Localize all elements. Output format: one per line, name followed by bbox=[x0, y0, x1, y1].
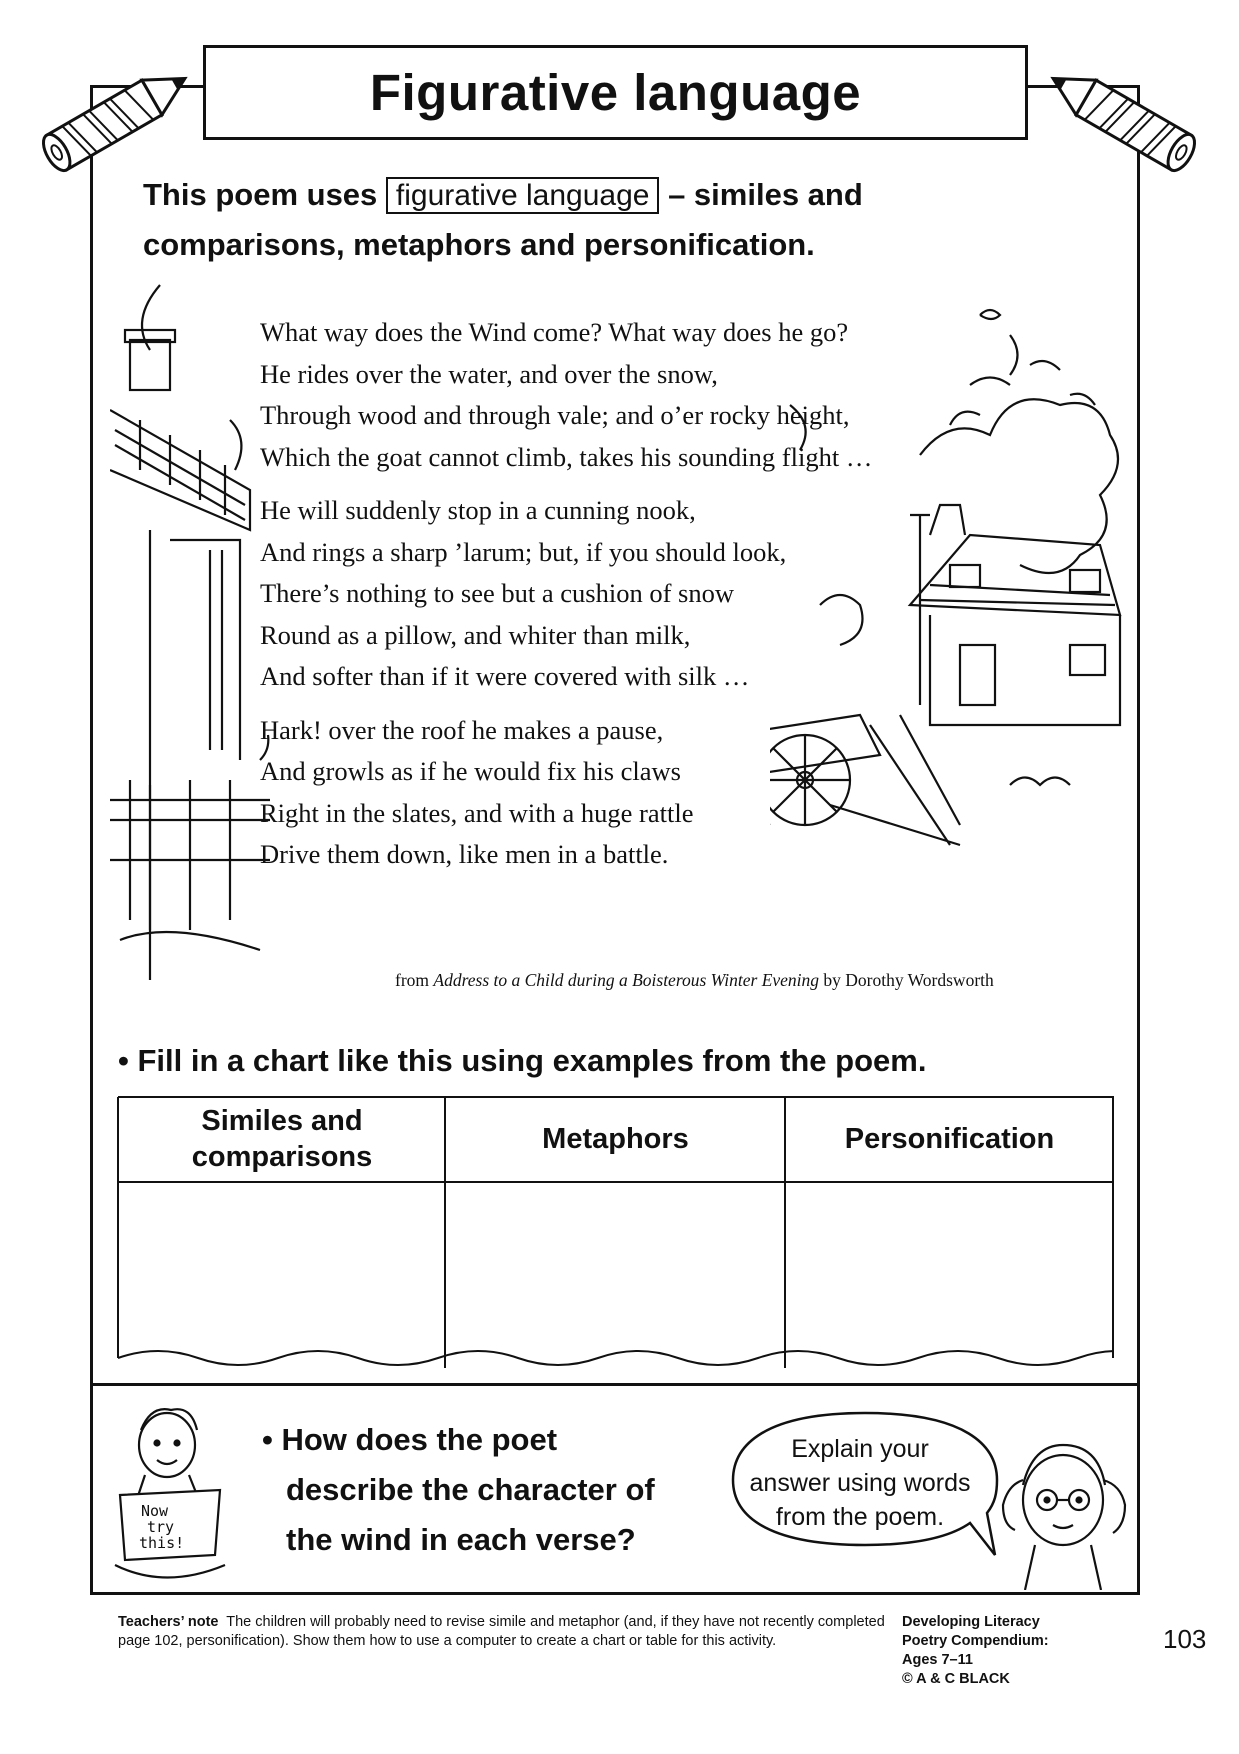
book-info-line: Ages 7–11 bbox=[902, 1652, 973, 1668]
teachers-note-text: The children will probably need to revise simile and metaphor (and, if they have not recently completed page 102, personification). Show them how to use a computer to create a chart or table for this activity. bbox=[118, 1614, 885, 1649]
title-box bbox=[203, 45, 1028, 140]
teachers-note-label: Teachers’ note bbox=[118, 1614, 219, 1630]
header-line: comparisons bbox=[191, 1141, 373, 1173]
poem-line: Right in the slates, and with a huge rattle bbox=[260, 797, 694, 828]
question-line: the wind in each verse? bbox=[286, 1522, 636, 1557]
question-line: describe the character of bbox=[286, 1472, 655, 1507]
example-chart bbox=[117, 1096, 1114, 1376]
intro-boxed-term: figurative language bbox=[386, 177, 660, 214]
intro-before: This poem uses bbox=[143, 177, 378, 212]
bubble-line: answer using words bbox=[749, 1469, 971, 1497]
book-info-line: Poetry Compendium: bbox=[902, 1633, 1049, 1649]
intro-after: – similes and bbox=[668, 177, 863, 212]
poem-stanza-1 bbox=[260, 312, 1020, 478]
sign-line: Now bbox=[141, 1502, 169, 1520]
poem-line: There’s nothing to see but a cushion of snow bbox=[260, 578, 734, 608]
pencil-left-icon bbox=[18, 55, 208, 185]
book-info-line: Developing Literacy bbox=[902, 1614, 1040, 1630]
poem-stanza-3 bbox=[260, 710, 1020, 876]
poem-source bbox=[395, 970, 1105, 991]
book-info bbox=[902, 1613, 1102, 1689]
poem-line: What way does the Wind come? What way does he go? bbox=[260, 317, 849, 347]
source-prefix: from bbox=[395, 970, 430, 990]
cottage-left-illustration bbox=[110, 280, 270, 980]
bubble-line: Explain your bbox=[791, 1435, 929, 1463]
poem-line: Which the goat cannot climb, takes his sounding flight … bbox=[260, 441, 873, 472]
poem-line: And growls as if he would fix his claws bbox=[260, 756, 681, 786]
boy-holding-sign-illustration bbox=[105, 1405, 245, 1590]
poem-line: And rings a sharp ’larum; but, if you should look, bbox=[260, 536, 787, 567]
poem-line: Through wood and through vale; and o’er rocky height, bbox=[260, 400, 850, 430]
poem-stanza-2 bbox=[260, 490, 1020, 698]
poem bbox=[260, 312, 1020, 888]
question-line: • How does the poet bbox=[262, 1422, 558, 1457]
poem-line: He will suddenly stop in a cunning nook, bbox=[260, 495, 696, 525]
poem-line: Drive them down, like men in a battle. bbox=[260, 839, 669, 869]
section-divider bbox=[90, 1383, 1140, 1386]
sign-line: try bbox=[147, 1518, 175, 1536]
poem-line: Round as a pillow, and whiter than milk, bbox=[260, 619, 691, 650]
girl-with-glasses-illustration bbox=[995, 1425, 1130, 1590]
chart-header-personification: Personification bbox=[844, 1123, 1055, 1155]
poem-line: And softer than if it were covered with silk … bbox=[260, 661, 750, 691]
chart-header-similes bbox=[119, 1096, 445, 1182]
now-try-question bbox=[262, 1415, 732, 1565]
pencil-right-icon bbox=[1030, 55, 1220, 185]
source-author: by Dorothy Wordsworth bbox=[823, 970, 994, 990]
chart-instruction: • Fill in a chart like this using examples from the poem. bbox=[118, 1043, 927, 1078]
teachers-note bbox=[118, 1613, 893, 1651]
chart-header-metaphors: Metaphors bbox=[542, 1123, 689, 1155]
speech-bubble-text bbox=[735, 1432, 985, 1534]
header-line: Similes and bbox=[201, 1105, 363, 1137]
intro-line2: comparisons, metaphors and personification. bbox=[143, 227, 815, 262]
page-number: 103 bbox=[1163, 1624, 1207, 1654]
poem-line: He rides over the water, and over the snow, bbox=[260, 358, 718, 389]
page-title: Figurative language bbox=[369, 64, 862, 121]
sign-line: this! bbox=[139, 1534, 185, 1552]
poem-line: Hark! over the roof he makes a pause, bbox=[260, 714, 664, 745]
intro-text bbox=[143, 170, 1063, 269]
source-work-title: Address to a Child during a Boisterous Winter Evening bbox=[433, 970, 820, 990]
bubble-line: from the poem. bbox=[775, 1503, 945, 1531]
book-info-line: © A & C BLACK bbox=[902, 1671, 1010, 1687]
